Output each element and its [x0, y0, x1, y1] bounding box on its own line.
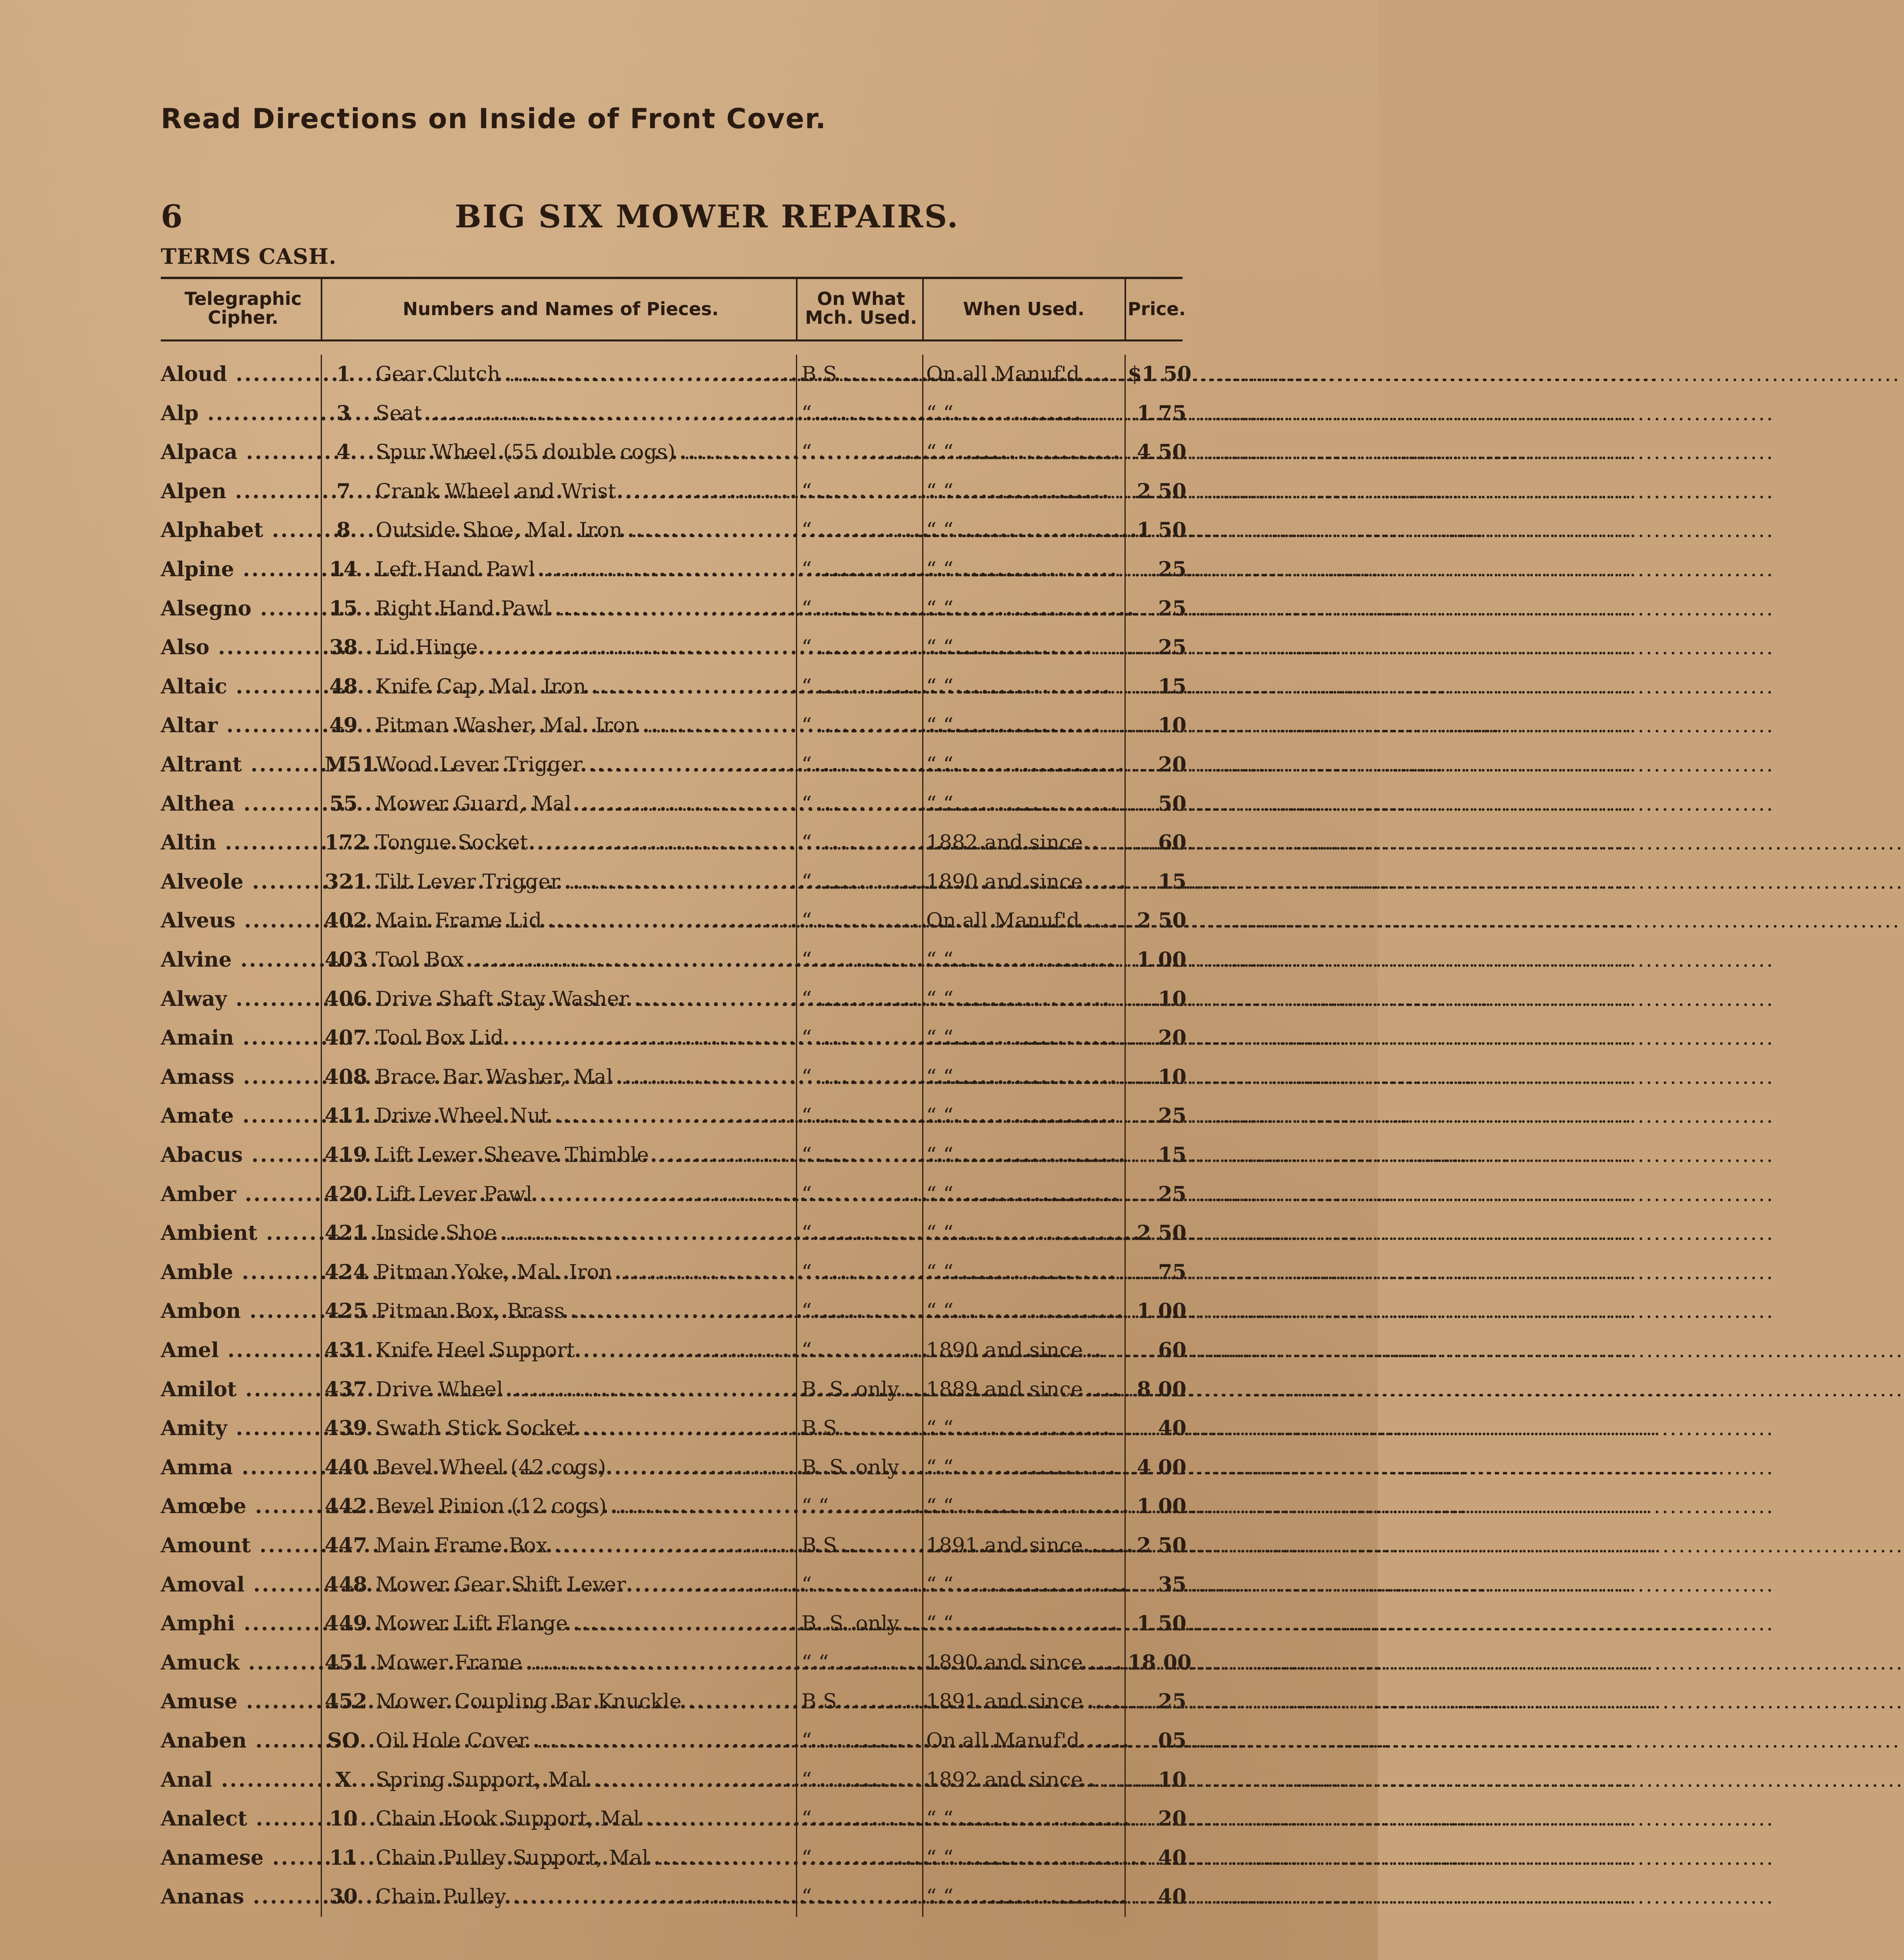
piece-number-cell: 30 [329, 1885, 358, 1909]
piece-number-cell: 440 [325, 1455, 367, 1479]
price-cell: 1 00 [1137, 1299, 1186, 1323]
piece-number-cell: 403 [325, 948, 367, 972]
table-row [0, 1487, 1378, 1526]
price-cell: 1 50 [1137, 518, 1186, 543]
table-row [0, 394, 1378, 433]
piece-name-cell: Lift Lever Sheave Thimble ..... [376, 1136, 796, 1175]
price-cell: 60 [1158, 831, 1186, 855]
machine-cell: “ ..... [801, 980, 921, 1019]
piece-number-cell: X [335, 1768, 352, 1792]
price-cell: 1 50 [1137, 1612, 1186, 1636]
when-used-cell: 1882 and since ..... [926, 823, 1122, 862]
table-row [0, 1877, 1378, 1916]
cipher-cell: Alvine ..... [161, 940, 320, 980]
piece-number-cell: 411 [325, 1104, 367, 1128]
machine-cell: “ ..... [801, 784, 921, 824]
piece-number-cell: 431 [325, 1338, 367, 1362]
header-pieces: Numbers and Names of Pieces. [403, 298, 719, 319]
price-cell: 2 50 [1137, 479, 1186, 503]
table-row [0, 667, 1378, 706]
cipher-cell: Alveole ..... [161, 862, 320, 902]
piece-name-cell: Chain Pulley ..... [376, 1877, 796, 1916]
machine-cell: “ ..... [801, 1331, 921, 1370]
price-cell: 2 50 [1137, 1221, 1186, 1245]
cipher-cell: Alveus ..... [161, 901, 320, 940]
price-cell: 1 00 [1137, 948, 1186, 972]
when-used-cell: “ “ ..... [926, 1409, 1122, 1448]
machine-cell: “ ..... [801, 1096, 921, 1136]
cipher-cell: Ambon ..... [161, 1292, 320, 1331]
table-row [0, 1604, 1378, 1643]
machine-cell: “ ..... [801, 706, 921, 745]
table-row [0, 1448, 1378, 1487]
table-row [0, 1565, 1378, 1604]
cipher-cell: Aloud ..... [161, 355, 320, 394]
machine-cell: “ ..... [801, 1799, 921, 1838]
table-row [0, 550, 1378, 589]
directions-banner: Read Directions on Inside of Front Cover. [161, 103, 827, 135]
when-used-cell: “ “ ..... [926, 394, 1122, 433]
piece-number-cell: 11 [329, 1846, 358, 1870]
machine-cell: “ ..... [801, 472, 921, 511]
when-used-cell: “ “ ..... [926, 980, 1122, 1019]
header-when: When Used. [963, 298, 1085, 319]
piece-name-cell: Chain Pulley Support, Mal ..... [376, 1838, 796, 1878]
cipher-cell: Anaben ..... [161, 1721, 320, 1760]
when-used-cell: “ “ ..... [926, 745, 1122, 784]
table-row [0, 1838, 1378, 1878]
piece-name-cell: Outside Shoe, Mal. Iron ..... [376, 511, 796, 550]
piece-name-cell: Bevel Wheel (42 cogs) ..... [376, 1448, 796, 1487]
machine-cell: “ ..... [801, 1058, 921, 1097]
price-cell: 10 [1158, 713, 1186, 738]
when-used-cell: “ “ ..... [926, 1292, 1122, 1331]
price-cell: 20 [1158, 753, 1186, 777]
table-row [0, 1643, 1378, 1682]
machine-cell: “ ..... [801, 823, 921, 862]
piece-name-cell: Spring Support, Mal ..... [376, 1760, 796, 1800]
cipher-cell: Amel ..... [161, 1331, 320, 1370]
piece-name-cell: Gear Clutch ..... [376, 355, 796, 394]
table-row [0, 745, 1378, 784]
piece-number-cell: 424 [325, 1260, 367, 1284]
cipher-cell: Amate ..... [161, 1096, 320, 1136]
machine-cell: “ ..... [801, 1214, 921, 1253]
piece-number-cell: 10 [329, 1807, 358, 1831]
column-divider [922, 279, 924, 339]
when-used-cell: “ “ ..... [926, 706, 1122, 745]
table-row [0, 433, 1378, 472]
piece-name-cell: Drive Shaft Stay Washer ..... [376, 980, 796, 1019]
piece-number-cell: 8 [336, 518, 351, 543]
piece-name-cell: Chain Hook Support, Mal ..... [376, 1799, 796, 1838]
price-cell: 25 [1158, 1690, 1186, 1714]
price-cell: 25 [1158, 1104, 1186, 1128]
price-cell: 25 [1158, 557, 1186, 581]
cipher-cell: Amount ..... [161, 1526, 320, 1565]
page-title: BIG SIX MOWER REPAIRS. [455, 198, 959, 235]
table-row [0, 980, 1378, 1019]
price-cell: 2 50 [1137, 909, 1186, 933]
machine-cell: “ ..... [801, 1253, 921, 1292]
table-row [0, 511, 1378, 550]
piece-name-cell: Oil Hole Cover ..... [376, 1721, 796, 1760]
piece-name-cell: Mower Gear Shift Lever ..... [376, 1565, 796, 1604]
machine-cell: B. S. only ..... [801, 1604, 921, 1643]
when-used-cell: On all Manuf'd ..... [926, 355, 1122, 394]
piece-number-cell: 3 [336, 401, 351, 425]
piece-name-cell: Seat ..... [376, 394, 796, 433]
machine-cell: “ ..... [801, 1565, 921, 1604]
piece-number-cell: 452 [325, 1690, 367, 1714]
table-row [0, 784, 1378, 824]
piece-name-cell: Tongue Socket ..... [376, 823, 796, 862]
piece-number-cell: M51 [325, 753, 376, 777]
table-row [0, 1331, 1378, 1370]
machine-cell: “ ..... [801, 1175, 921, 1214]
table-row [0, 1292, 1378, 1331]
piece-number-cell: SO [327, 1729, 360, 1753]
machine-cell: “ ..... [801, 745, 921, 784]
piece-number-cell: 1 [336, 362, 351, 386]
table-row [0, 1214, 1378, 1253]
table-row [0, 1682, 1378, 1721]
when-used-cell: On all Manuf'd ..... [926, 1721, 1122, 1760]
when-used-cell: “ “ ..... [926, 589, 1122, 628]
table-row [0, 862, 1378, 902]
when-used-cell: “ “ ..... [926, 1565, 1122, 1604]
cipher-cell: Anal ..... [161, 1760, 320, 1800]
cipher-cell: Alsegno ..... [161, 589, 320, 628]
cipher-cell: Also ..... [161, 628, 320, 667]
machine-cell: “ ..... [801, 862, 921, 902]
machine-cell: “ ..... [801, 667, 921, 706]
table-row [0, 1058, 1378, 1097]
machine-cell: “ ..... [801, 589, 921, 628]
table-row [0, 1018, 1378, 1058]
cipher-cell: Amain ..... [161, 1018, 320, 1058]
piece-number-cell: 406 [325, 987, 367, 1011]
price-cell: $1 50 [1128, 362, 1192, 386]
when-used-cell: “ “ ..... [926, 628, 1122, 667]
terms-label: TERMS CASH. [161, 244, 337, 269]
piece-number-cell: 4 [336, 440, 351, 465]
column-divider [796, 279, 798, 339]
header-machine: On What Mch. Used. [805, 288, 917, 328]
machine-cell: B.S ..... [801, 1682, 921, 1721]
piece-name-cell: Pitman Box, Brass ..... [376, 1292, 796, 1331]
when-used-cell: “ “ ..... [926, 1838, 1122, 1878]
cipher-cell: Altar ..... [161, 706, 320, 745]
page-number: 6 [161, 198, 183, 235]
machine-cell: “ ..... [801, 1838, 921, 1878]
price-cell: 25 [1158, 1182, 1186, 1206]
table-row [0, 823, 1378, 862]
machine-cell: B. S. only ..... [801, 1448, 921, 1487]
machine-cell: “ ..... [801, 940, 921, 980]
piece-number-cell: 448 [325, 1572, 367, 1597]
machine-cell: “ “ ..... [801, 1487, 921, 1526]
price-cell: 15 [1158, 1143, 1186, 1167]
table-row [0, 1253, 1378, 1292]
cipher-cell: Amuck ..... [161, 1643, 320, 1682]
price-cell: 15 [1158, 674, 1186, 699]
price-cell: 25 [1158, 596, 1186, 621]
when-used-cell: “ “ ..... [926, 940, 1122, 980]
machine-cell: “ ..... [801, 628, 921, 667]
price-cell: 10 [1158, 987, 1186, 1011]
machine-cell: “ ..... [801, 511, 921, 550]
piece-name-cell: Lid Hinge ..... [376, 628, 796, 667]
piece-name-cell: Knife Heel Support ..... [376, 1331, 796, 1370]
piece-number-cell: 407 [325, 1026, 367, 1050]
piece-number-cell: 15 [329, 596, 358, 621]
piece-name-cell: Main Frame Lid ..... [376, 901, 796, 940]
cipher-cell: Alpen ..... [161, 472, 320, 511]
price-cell: 25 [1158, 635, 1186, 660]
piece-number-cell: 421 [325, 1221, 367, 1245]
when-used-cell: “ “ ..... [926, 550, 1122, 589]
machine-cell: B.S ..... [801, 355, 921, 394]
piece-number-cell: 408 [325, 1065, 367, 1089]
table-row [0, 1721, 1378, 1760]
price-cell: 4 50 [1137, 440, 1186, 465]
table-row [0, 1526, 1378, 1565]
machine-cell: B.S ..... [801, 1409, 921, 1448]
piece-number-cell: 419 [325, 1143, 367, 1167]
price-cell: 18 00 [1128, 1650, 1192, 1675]
price-cell: 40 [1158, 1416, 1186, 1441]
cipher-cell: Anamese ..... [161, 1838, 320, 1878]
table-row [0, 1760, 1378, 1800]
cipher-cell: Altin ..... [161, 823, 320, 862]
piece-name-cell: Pitman Yoke, Mal. Iron ..... [376, 1253, 796, 1292]
piece-name-cell: Lift Lever Pawl ..... [376, 1175, 796, 1214]
machine-cell: “ ..... [801, 1292, 921, 1331]
piece-name-cell: Tool Box Lid ..... [376, 1018, 796, 1058]
when-used-cell: “ “ ..... [926, 667, 1122, 706]
when-used-cell: “ “ ..... [926, 1799, 1122, 1838]
price-cell: 15 [1158, 869, 1186, 894]
column-divider [1125, 279, 1126, 339]
when-used-cell: 1889 and since ..... [926, 1370, 1122, 1409]
price-cell: 8 00 [1137, 1377, 1186, 1401]
when-used-cell: “ “ ..... [926, 1877, 1122, 1916]
price-cell: 20 [1158, 1807, 1186, 1831]
table-row [0, 1370, 1378, 1409]
when-used-cell: 1890 and since ..... [926, 862, 1122, 902]
piece-number-cell: 14 [329, 557, 358, 581]
piece-name-cell: Tool Box ..... [376, 940, 796, 980]
price-cell: 1 75 [1137, 401, 1186, 425]
machine-cell: “ ..... [801, 901, 921, 940]
price-cell: 10 [1158, 1065, 1186, 1089]
cipher-cell: Amphi ..... [161, 1604, 320, 1643]
price-cell: 50 [1158, 791, 1186, 816]
piece-number-cell: 402 [325, 909, 367, 933]
when-used-cell: “ “ ..... [926, 1096, 1122, 1136]
price-cell: 40 [1158, 1885, 1186, 1909]
price-cell: 20 [1158, 1026, 1186, 1050]
cipher-cell: Amity ..... [161, 1409, 320, 1448]
when-used-cell: 1890 and since ..... [926, 1331, 1122, 1370]
piece-number-cell: 449 [325, 1612, 367, 1636]
piece-number-cell: 7 [336, 479, 351, 503]
when-used-cell: 1890 and since ..... [926, 1643, 1122, 1682]
when-used-cell: “ “ ..... [926, 1604, 1122, 1643]
cipher-cell: Abacus ..... [161, 1136, 320, 1175]
price-cell: 1 00 [1137, 1494, 1186, 1519]
piece-name-cell: Knife Cap, Mal. Iron ..... [376, 667, 796, 706]
piece-number-cell: 49 [329, 713, 358, 738]
machine-cell: “ ..... [801, 1877, 921, 1916]
piece-number-cell: 439 [325, 1416, 367, 1441]
table-header-rule [161, 339, 1183, 341]
piece-name-cell: Crank Wheel and Wrist ..... [376, 472, 796, 511]
table-row [0, 940, 1378, 980]
when-used-cell: “ “ ..... [926, 1136, 1122, 1175]
price-cell: 60 [1158, 1338, 1186, 1362]
price-cell: 05 [1158, 1729, 1186, 1753]
piece-name-cell: Right Hand Pawl ..... [376, 589, 796, 628]
machine-cell: B. S. only ..... [801, 1370, 921, 1409]
piece-name-cell: Mower Guard, Mal ..... [376, 784, 796, 824]
machine-cell: “ ..... [801, 550, 921, 589]
when-used-cell: “ “ ..... [926, 1175, 1122, 1214]
cipher-cell: Amble ..... [161, 1253, 320, 1292]
when-used-cell: On all Manuf'd ..... [926, 901, 1122, 940]
cipher-cell: Ambient ..... [161, 1214, 320, 1253]
cipher-cell: Amoval ..... [161, 1565, 320, 1604]
table-row [0, 1799, 1378, 1838]
piece-name-cell: Wood Lever Trigger ..... [376, 745, 796, 784]
when-used-cell: “ “ ..... [926, 1448, 1122, 1487]
cipher-cell: Alp ..... [161, 394, 320, 433]
table-row [0, 1409, 1378, 1448]
cipher-cell: Amœbe ..... [161, 1487, 320, 1526]
piece-number-cell: 38 [329, 635, 358, 660]
machine-cell: “ ..... [801, 433, 921, 472]
piece-name-cell: Tilt Lever Trigger ..... [376, 862, 796, 902]
table-row [0, 589, 1378, 628]
cipher-cell: Alway ..... [161, 980, 320, 1019]
cipher-cell: Alpine ..... [161, 550, 320, 589]
machine-cell: “ ..... [801, 1018, 921, 1058]
price-cell: 10 [1158, 1768, 1186, 1792]
cipher-cell: Altrant ..... [161, 745, 320, 784]
when-used-cell: “ “ ..... [926, 1214, 1122, 1253]
piece-name-cell: Brace Bar Washer, Mal ..... [376, 1058, 796, 1097]
piece-name-cell: Swath Stick Socket ..... [376, 1409, 796, 1448]
machine-cell: “ ..... [801, 1760, 921, 1800]
table-row [0, 1175, 1378, 1214]
cipher-cell: Amass ..... [161, 1058, 320, 1097]
price-cell: 40 [1158, 1846, 1186, 1870]
table-top-rule [161, 277, 1183, 279]
piece-number-cell: 172 [325, 831, 367, 855]
table-row [0, 628, 1378, 667]
piece-name-cell: Left Hand Pawl ..... [376, 550, 796, 589]
cipher-cell: Amilot ..... [161, 1370, 320, 1409]
when-used-cell: 1891 and since ..... [926, 1682, 1122, 1721]
cipher-cell: Analect ..... [161, 1799, 320, 1838]
when-used-cell: 1891 and since ..... [926, 1526, 1122, 1565]
cipher-cell: Alpaca ..... [161, 433, 320, 472]
when-used-cell: 1892 and since ..... [926, 1760, 1122, 1800]
cipher-cell: Althea ..... [161, 784, 320, 824]
piece-number-cell: 321 [325, 869, 367, 894]
piece-name-cell: Mower Frame ..... [376, 1643, 796, 1682]
when-used-cell: “ “ ..... [926, 433, 1122, 472]
table-row [0, 472, 1378, 511]
table-row [0, 706, 1378, 745]
machine-cell: “ ..... [801, 1721, 921, 1760]
price-cell: 75 [1158, 1260, 1186, 1284]
when-used-cell: “ “ ..... [926, 511, 1122, 550]
piece-number-cell: 451 [325, 1650, 367, 1675]
when-used-cell: “ “ ..... [926, 784, 1122, 824]
piece-name-cell: Mower Coupling Bar Knuckle ..... [376, 1682, 796, 1721]
cipher-cell: Amber ..... [161, 1175, 320, 1214]
cipher-cell: Altaic ..... [161, 667, 320, 706]
piece-number-cell: 420 [325, 1182, 367, 1206]
piece-name-cell: Inside Shoe ..... [376, 1214, 796, 1253]
table-row [0, 355, 1378, 394]
price-cell: 35 [1158, 1572, 1186, 1597]
piece-name-cell: Mower Lift Flange ..... [376, 1604, 796, 1643]
table-row [0, 901, 1378, 940]
when-used-cell: “ “ ..... [926, 1253, 1122, 1292]
piece-number-cell: 55 [329, 791, 358, 816]
cipher-cell: Amma ..... [161, 1448, 320, 1487]
piece-number-cell: 437 [325, 1377, 367, 1401]
header-cipher: Telegraphic Cipher. [184, 288, 302, 328]
machine-cell: “ ..... [801, 394, 921, 433]
machine-cell: B.S ..... [801, 1526, 921, 1565]
cipher-cell: Alphabet ..... [161, 511, 320, 550]
piece-name-cell: Drive Wheel ..... [376, 1370, 796, 1409]
machine-cell: “ ..... [801, 1136, 921, 1175]
piece-name-cell: Pitman Washer, Mal. Iron ..... [376, 706, 796, 745]
table-row [0, 1136, 1378, 1175]
when-used-cell: “ “ ..... [926, 1487, 1122, 1526]
machine-cell: “ “ ..... [801, 1643, 921, 1682]
piece-number-cell: 425 [325, 1299, 367, 1323]
piece-name-cell: Drive Wheel Nut ..... [376, 1096, 796, 1136]
cipher-cell: Amuse ..... [161, 1682, 320, 1721]
header-price: Price. [1127, 298, 1186, 319]
cipher-cell: Ananas ..... [161, 1877, 320, 1916]
piece-name-cell: Bevel Pinion (12 cogs) ..... [376, 1487, 796, 1526]
column-divider [321, 279, 322, 339]
price-cell: 4 00 [1137, 1455, 1186, 1479]
when-used-cell: “ “ ..... [926, 1058, 1122, 1097]
piece-number-cell: 447 [325, 1534, 367, 1557]
when-used-cell: “ “ ..... [926, 472, 1122, 511]
piece-name-cell: Spur Wheel (55 double cogs) ..... [376, 433, 796, 472]
piece-name-cell: Main Frame Box ..... [376, 1526, 796, 1565]
price-cell: 2 50 [1137, 1534, 1186, 1557]
table-row [0, 1096, 1378, 1136]
piece-number-cell: 48 [329, 674, 358, 699]
when-used-cell: “ “ ..... [926, 1018, 1122, 1058]
piece-number-cell: 442 [325, 1494, 367, 1519]
